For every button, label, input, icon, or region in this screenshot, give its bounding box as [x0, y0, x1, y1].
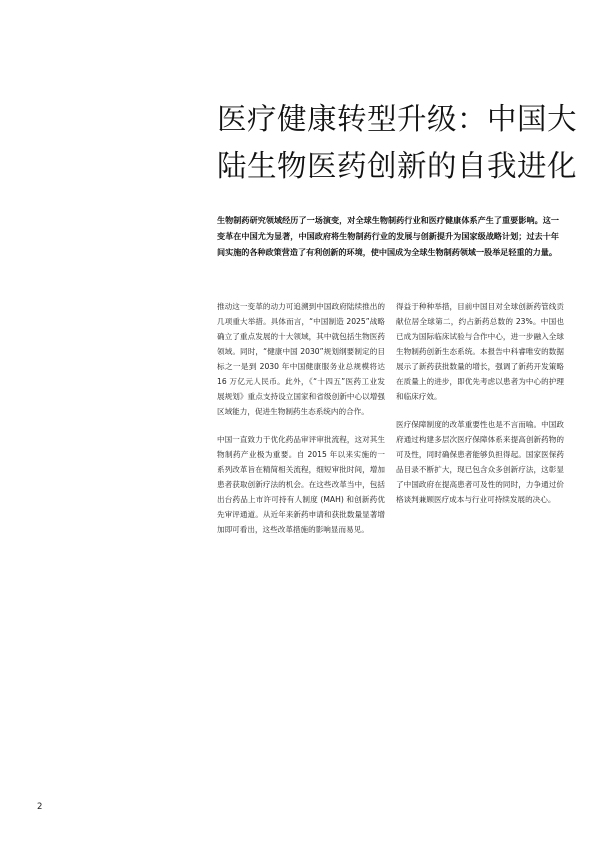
right-column — [396, 299, 564, 520]
page-title: 医疗健康转型升级：中国大 陆生物医药创新的自我进化 — [217, 102, 578, 183]
body-paragraph: 医疗保障制度的改革重要性也是不言而喻。中国政府通过构建多层次医疗保障体系来提高创新药物的可及性，同时确保患者能够负担得起。国家医保药品目录不断扩大，现已包含众多创新疗法，这彰显了中国政府在提高患者可及性的同时，力争通过价格谈判兼顾医疗成本与行业可持续发展的决心。 — [396, 420, 564, 504]
body-paragraph: 推动这一变革的动力可追溯到中国政府陆续推出的几项重大举措。具体而言，“中国制造 2025”战略确立了重点发展的十大领域，其中就包括生物医药领域。同时，“健康中国 2030”规划纲要制定的目标之一是到 2030 年中国健康服务业总规模将达 16 万亿元人民币。此外，《“十四五”医药工业发展规划》重点支持设立国家和省级创新中心以增强区域能力，促进生物制药生态系统内的合作。 — [217, 302, 385, 416]
body-paragraph: 得益于种种举措，目前中国目对全球创新药管线贡献位居全球第二，约占新药总数的 23%。中国也已成为国际临床试验与合作中心，进一步融入全球生物制药创新生态系统。本报告中科睿唯安的数据展示了新药获批数量的增长，强调了新药开发策略在质量上的进步，即优先考虑以患者为中心的护理和临床疗效。 — [396, 302, 564, 401]
body-paragraph: 中国一直致力于优化药品审评审批流程，这对其生物制药产业极为重要。自 2015 年以来实施的一系列改革旨在精简相关流程，细短审批时间，增加患者获取创新疗法的机会。在这些改革当中，包括出台药品上市许可持有人制度 (MAH) 和创新药优先审评通道。从近年来新药申请和获批数量显著增加即可看出，这些改革措施的影响显而易见。 — [217, 435, 385, 534]
page-number: 2 — [37, 802, 43, 812]
left-column — [217, 299, 385, 550]
intro-paragraph: 生物制药研究领域经历了一场演变，对全球生物制药行业和医疗健康体系产生了重要影响。这一变革在中国尤为显著，中国政府将生物制药行业的发展与创新提升为国家级战略计划；过去十年间实施的各种政策营造了有利创新的环境，使中国成为全球生物制药领域一股举足轻重的力量。 — [217, 215, 559, 258]
